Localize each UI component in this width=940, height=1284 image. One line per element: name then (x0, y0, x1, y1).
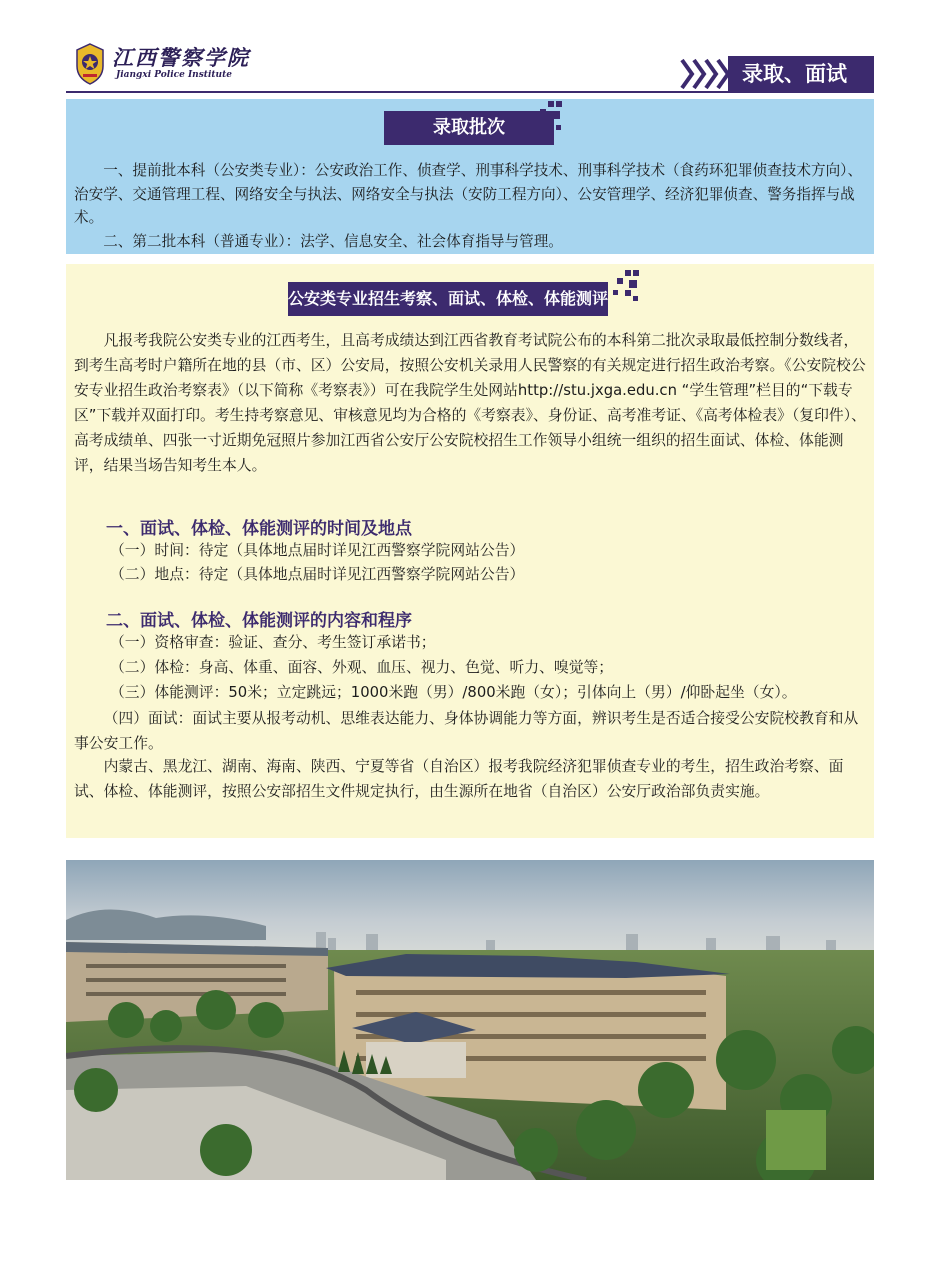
list-item: （二）体检：身高、体重、面容、外观、血压、视力、色觉、听力、嗅觉等； (110, 659, 614, 676)
list-item: （一）资格审查：验证、查分、考生签订承诺书； (110, 634, 436, 651)
institute-name-en: Jiangxi Police Institute (116, 70, 232, 80)
chevron-right-icon (678, 56, 734, 92)
batch-paragraph-1: 一、提前批本科（公安类专业）：公安政治工作、侦查学、刑事科学技术、刑事科学技术（食药环犯罪侦查技术方向）、治安学、交通管理工程、网络安全与执法、网络安全与执法（安防工程方向）、公安管理学、经济犯罪侦查、警务指挥与战术。 (74, 162, 863, 226)
admission-batch-panel (66, 99, 874, 254)
page-header (0, 0, 940, 96)
exam-procedure-title: 公安类专业招生考察、面试、体检、体能测评 (288, 282, 608, 316)
section-heading-content-procedure: 二、面试、体检、体能测评的内容和程序 (106, 611, 412, 631)
pixel-squares-icon (603, 270, 639, 304)
interview-paragraph: （四）面试：面试主要从报考动机、思维表达能力、身体协调能力等方面，辨识考生是否适合接受公安院校教育和从事公安工作。 (74, 710, 859, 752)
exam-procedure-panel (66, 264, 874, 838)
section-heading-time-place: 一、面试、体检、体能测评的时间及地点 (106, 519, 412, 539)
admission-batch-title: 录取批次 (384, 111, 554, 145)
list-item: （二）地点：待定（具体地点届时详见江西警察学院网站公告） (110, 566, 525, 583)
list-item: （一）时间：待定（具体地点届时详见江西警察学院网站公告） (110, 542, 525, 559)
institute-name-cn: 江西警察学院 (112, 45, 250, 70)
section-tab: 录取、面试 (728, 56, 874, 92)
intro-paragraph: 凡报考我院公安类专业的江西考生，且高考成绩达到江西省教育考试院公布的本科第二批次录取最低控制分数线者，到考生高考时户籍所在地的县（市、区）公安局，按照公安机关录用人民警察的有关规定进行招生政治考察。《公安院校公安专业招生政治考察表》（以下简称《考察表》）可在我院学生处网站http://stu.jxga.edu.cn “学生管理”栏目的“下载专区”下载并双面打印。考生持考察意见、审核意见均为合格的《考察表》、身份证、高考准考证、《高考体检表》（复印件）、高考成绩单、四张一寸近期免冠照片参加江西省公安厅公安院校招生工作领导小组统一组织的招生面试、体检、体能测评，结果当场告知考生本人。 (74, 332, 866, 474)
police-emblem-icon (74, 42, 106, 86)
campus-aerial-photo (66, 860, 874, 1180)
header-divider (66, 91, 874, 93)
list-item: （三）体能测评：50米；立定跳远；1000米跑（男）/800米跑（女）；引体向上（男）/仰卧起坐（女）。 (110, 684, 797, 701)
closing-paragraph: 内蒙古、黑龙江、湖南、海南、陕西、宁夏等省（自治区）报考我院经济犯罪侦查专业的考生，招生政治考察、面试、体检、体能测评，按照公安部招生文件规定执行，由生源所在地省（自治区）公安厅政治部负责实施。 (74, 758, 844, 800)
batch-paragraph-2: 二、第二批本科（普通专业）：法学、信息安全、社会体育指导与管理。 (103, 233, 563, 250)
pixel-squares-icon (528, 101, 562, 133)
